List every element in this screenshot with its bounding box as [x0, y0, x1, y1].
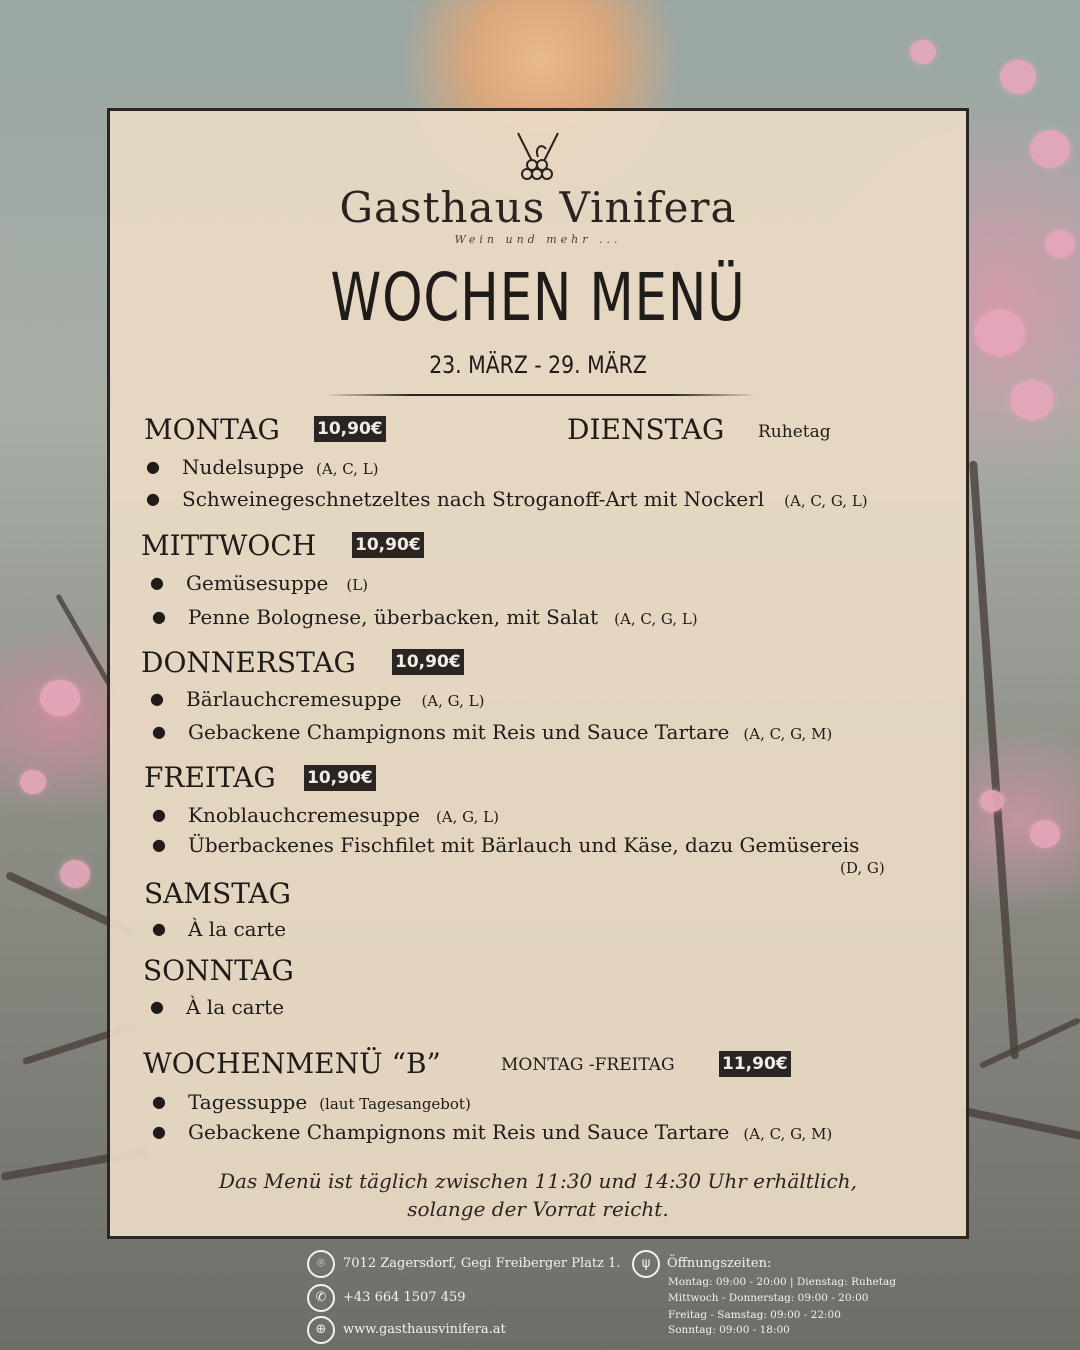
bullet-icon: ●	[146, 457, 160, 476]
brand-tagline: Wein und mehr ...	[454, 233, 622, 246]
list-item	[152, 605, 698, 629]
list-item	[152, 833, 860, 857]
menu-card	[107, 108, 969, 1239]
allergen-codes: (laut Tagesangebot)	[319, 1095, 471, 1113]
allergen-codes: (A, G, L)	[435, 808, 499, 826]
allergen-codes: (A, C, G, M)	[743, 725, 833, 743]
bullet-icon: ●	[152, 835, 166, 854]
allergen-codes: (A, C, G, L)	[784, 492, 868, 510]
cutlery-icon: ψ	[632, 1250, 660, 1278]
closed-note: Ruhetag	[758, 422, 831, 442]
divider	[325, 394, 757, 396]
price-badge-mittwoch: 10,90€	[352, 532, 424, 558]
dish-name: Tagessuppe	[188, 1090, 308, 1114]
dish-name: Penne Bolognese, überbacken, mit Salat	[188, 605, 599, 629]
page-title: WOCHEN MENÜ	[330, 259, 746, 336]
dish-name: Bärlauchcremesuppe	[186, 687, 402, 711]
allergen-codes: (A, C, G, M)	[743, 1125, 833, 1143]
footer-hours-line: Sonntag: 09:00 - 18:00	[668, 1324, 790, 1336]
list-item	[152, 1120, 833, 1144]
price-badge-freitag: 10,90€	[304, 765, 376, 791]
day-heading-sonntag: SONNTAG	[143, 954, 294, 987]
dish-name: Gemüsesuppe	[186, 571, 329, 595]
dish-name: Knoblauchcremesuppe	[188, 803, 420, 827]
bullet-icon: ●	[152, 1122, 166, 1141]
list-item	[152, 720, 833, 744]
bullet-icon: ●	[152, 919, 166, 938]
allergen-codes: (A, C, G, L)	[614, 610, 698, 628]
bullet-icon: ●	[150, 997, 164, 1016]
location-pin-icon: ⌾	[307, 1250, 335, 1278]
dish-name: À la carte	[188, 917, 287, 941]
phone-icon[interactable]: ✆	[307, 1284, 335, 1312]
dish-name: À la carte	[186, 995, 285, 1019]
footer-website[interactable]: www.gasthausvinifera.at	[343, 1322, 506, 1337]
price-badge-menu-b: 11,90€	[719, 1051, 791, 1077]
bullet-icon: ●	[152, 805, 166, 824]
list-item	[146, 455, 379, 479]
bullet-icon: ●	[150, 689, 164, 708]
footer-hours-line: Montag: 09:00 - 20:00 | Dienstag: Ruhetag	[668, 1276, 896, 1288]
footer-hours-line: Mittwoch - Donnerstag: 09:00 - 20:00	[668, 1292, 869, 1304]
day-heading-donnerstag: DONNERSTAG	[141, 646, 356, 679]
day-heading-montag: MONTAG	[144, 413, 280, 446]
dish-name: Gebackene Champignons mit Reis und Sauce Tartare	[188, 720, 730, 744]
footer-hours-line: Freitag - Samstag: 09:00 - 22:00	[668, 1309, 841, 1321]
globe-icon[interactable]: ⊕	[307, 1316, 335, 1344]
list-item	[150, 687, 485, 711]
bullet-icon: ●	[152, 607, 166, 626]
allergen-codes: (L)	[346, 576, 369, 594]
footer-address: 7012 Zagersdorf, Gegi Freiberger Platz 1.	[343, 1256, 621, 1271]
date-range: 23. MÄRZ - 29. MÄRZ	[429, 351, 647, 379]
day-heading-dienstag: DIENSTAG	[567, 413, 725, 446]
dish-name: Nudelsuppe	[182, 455, 305, 479]
list-item	[152, 1090, 471, 1114]
footer-hours-title: Öffnungszeiten:	[667, 1256, 772, 1271]
allergen-codes: (A, C, L)	[316, 460, 379, 478]
availability-note-line-1: Das Menü ist täglich zwischen 11:30 und 14:30 Uhr erhältlich,	[219, 1169, 857, 1193]
list-item	[150, 571, 369, 595]
day-heading-samstag: SAMSTAG	[144, 877, 291, 910]
list-item	[152, 803, 499, 827]
dish-name: Schweinegeschnetzeltes nach Stroganoff-Art mit Nockerl	[182, 487, 765, 511]
allergen-codes: (A, G, L)	[421, 692, 485, 710]
day-heading-freitag: FREITAG	[144, 761, 276, 794]
bullet-icon: ●	[152, 1092, 166, 1111]
bullet-icon: ●	[152, 722, 166, 741]
day-heading-mittwoch: MITTWOCH	[141, 529, 317, 562]
list-item	[146, 487, 868, 511]
price-badge-donnerstag: 10,90€	[392, 649, 464, 675]
bullet-icon: ●	[146, 489, 160, 508]
list-item	[152, 917, 287, 941]
allergen-codes: (D, G)	[840, 859, 885, 877]
price-badge-montag: 10,90€	[314, 416, 386, 442]
availability-note-line-2: solange der Vorrat reicht.	[407, 1197, 669, 1221]
brand-name: Gasthaus Vinifera	[339, 183, 737, 232]
menu-b-days: MONTAG -FREITAG	[501, 1055, 675, 1075]
footer-phone[interactable]: +43 664 1507 459	[343, 1290, 466, 1305]
bullet-icon: ●	[150, 573, 164, 592]
list-item	[150, 995, 285, 1019]
dish-name: Gebackene Champignons mit Reis und Sauce Tartare	[188, 1120, 730, 1144]
menu-b-heading: WOCHENMENÜ “B”	[143, 1047, 441, 1080]
dish-name: Überbackenes Fischfilet mit Bärlauch und Käse, dazu Gemüsereis	[188, 833, 860, 857]
